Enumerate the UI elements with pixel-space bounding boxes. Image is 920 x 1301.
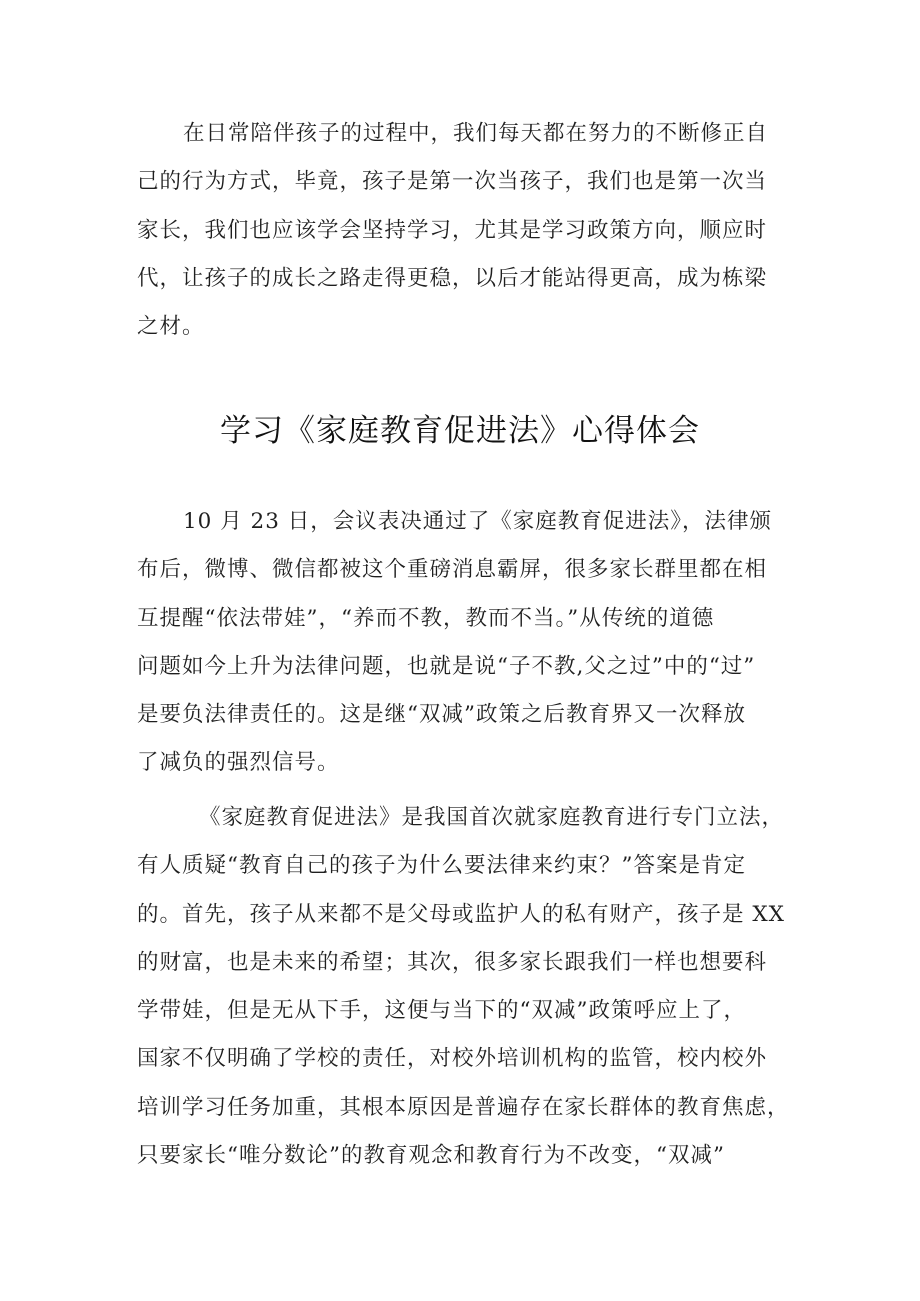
paragraph-line: 问题如今上升为法律问题，也就是说“子不教,父之过”中的“过” [137, 653, 756, 679]
paragraph-line: 己的行为方式，毕竟，孩子是第一次当孩子，我们也是第一次当 [137, 169, 768, 195]
paragraph-line: 国家不仅明确了学校的责任，对校外培训机构的监管，校内校外 [137, 1046, 768, 1072]
paragraph-line: 家长，我们也应该学会坚持学习，尤其是学习政策方向，顺应时 [137, 217, 768, 243]
article-title: 学习《家庭教育促进法》心得体会 [220, 413, 700, 449]
paragraph-line: 之材。 [137, 314, 205, 340]
paragraph-line: 的。首先，孩子从来都不是父母或监护人的私有财产，孩子是 XX [137, 901, 785, 927]
paragraph-line: 互提醒“依法带娃”，“养而不教，教而不当。”从传统的道德 [137, 605, 715, 631]
paragraph-line: 学带娃，但是无从下手，这便与当下的“双减”政策呼应上了， [137, 998, 746, 1024]
article-paragraph-1 [137, 498, 801, 788]
paragraph-line: 布后，微博、微信都被这个重磅消息霸屏，很多家长群里都在相 [137, 557, 768, 583]
intro-paragraph [137, 110, 801, 351]
paragraph-line: 10 月 23 日，会议表决通过了《家庭教育促进法》，法律颁 [183, 509, 772, 534]
paragraph-line: 有人质疑“教育自己的孩子为什么要法律来约束？”答案是肯定 [137, 853, 746, 879]
article-paragraph-2 [137, 794, 801, 1180]
paragraph-line: 的财富，也是未来的希望；其次，很多家长跟我们一样也想要科 [137, 949, 768, 975]
paragraph-line: 培训学习任务加重，其根本原因是普遍存在家长群体的教育焦虑， [137, 1094, 790, 1120]
paragraph-line: 是要负法律责任的。这是继“双减”政策之后教育界又一次释放 [137, 702, 746, 728]
paragraph-line: 只要家长“唯分数论”的教育观念和教育行为不改变，“双减” [137, 1143, 725, 1169]
paragraph-line: 《家庭教育促进法》是我国首次就家庭教育进行专门立法， [199, 805, 785, 830]
paragraph-line: 代，让孩子的成长之路走得更稳，以后才能站得更高，成为栋梁 [137, 265, 768, 291]
paragraph-line: 在日常陪伴孩子的过程中，我们每天都在努力的不断修正自 [183, 121, 769, 146]
paragraph-line: 了减负的强烈信号。 [137, 750, 340, 776]
